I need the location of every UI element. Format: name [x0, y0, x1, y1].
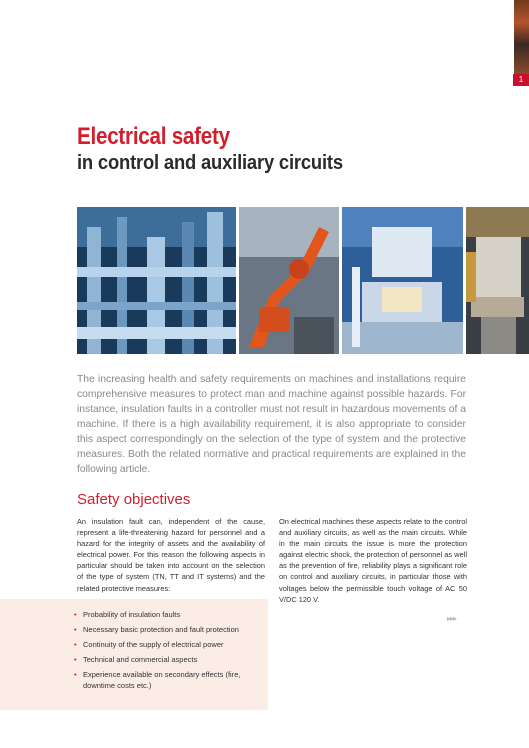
list-item: • Technical and commercial aspects — [74, 655, 198, 664]
corner-photo — [514, 0, 529, 74]
bullet-icon: • — [74, 610, 77, 619]
section-title: Safety objectives — [77, 491, 191, 508]
list-item: • Necessary basic protection and fault protection — [74, 625, 239, 634]
continue-arrows-icon: ▸▸▸ — [447, 614, 457, 623]
bullet-icon: • — [74, 670, 77, 679]
bullet-list — [74, 610, 264, 696]
page-number-badge: 1 — [513, 74, 529, 86]
machine-equipment-image — [342, 207, 463, 354]
bullet-icon: • — [74, 625, 77, 634]
intro-paragraph: The increasing health and safety requirements on machines and installations require comprehensive measures to protect man and machine against possible hazards. For instance, insulation faults in a controller must not result in hazardous movements of a machine. If there is a high availability requirement, it is also appropriate to consider this aspect correspondingly on the selection of the type of system and the protective measures. Both the related normative and practical requirements are explained in the following article. — [77, 374, 466, 475]
right-column-text: On electrical machines these aspects relate to the control and auxiliary circuits, as well as the main circuits. While in the main circuits the issue is more the protection against electric shock, the protection of personnel as well as the prevention of fire, reliability plays a significant role on control and auxiliary circuits, in particular those with voltages below the permissible touch voltage of AC 50 V/DC 120 V. — [279, 517, 467, 604]
list-item: • Experience available on secondary effects (fire, downtime costs etc.) — [74, 670, 241, 690]
list-item: • Continuity of the supply of electrical power — [74, 640, 224, 649]
industrial-pipes-image — [77, 207, 236, 354]
left-column-text: An insulation fault can, independent of the cause, represent a life-threatening hazard for personnel and a hazard for the integrity of assets and the availability of electrical power. For this reason the following aspects in particular should be taken into account on the selection of the type of system (TN, TT and IT systems) and the related protective measures: — [77, 517, 265, 593]
robot-arm-image — [239, 207, 339, 354]
bullet-icon: • — [74, 640, 77, 649]
bullet-icon: • — [74, 655, 77, 664]
list-item: • Probability of insulation faults — [74, 610, 181, 619]
page-title: Electrical safety — [77, 123, 230, 150]
machine-component-image — [466, 207, 529, 354]
page-subtitle: in control and auxiliary circuits — [77, 152, 343, 174]
